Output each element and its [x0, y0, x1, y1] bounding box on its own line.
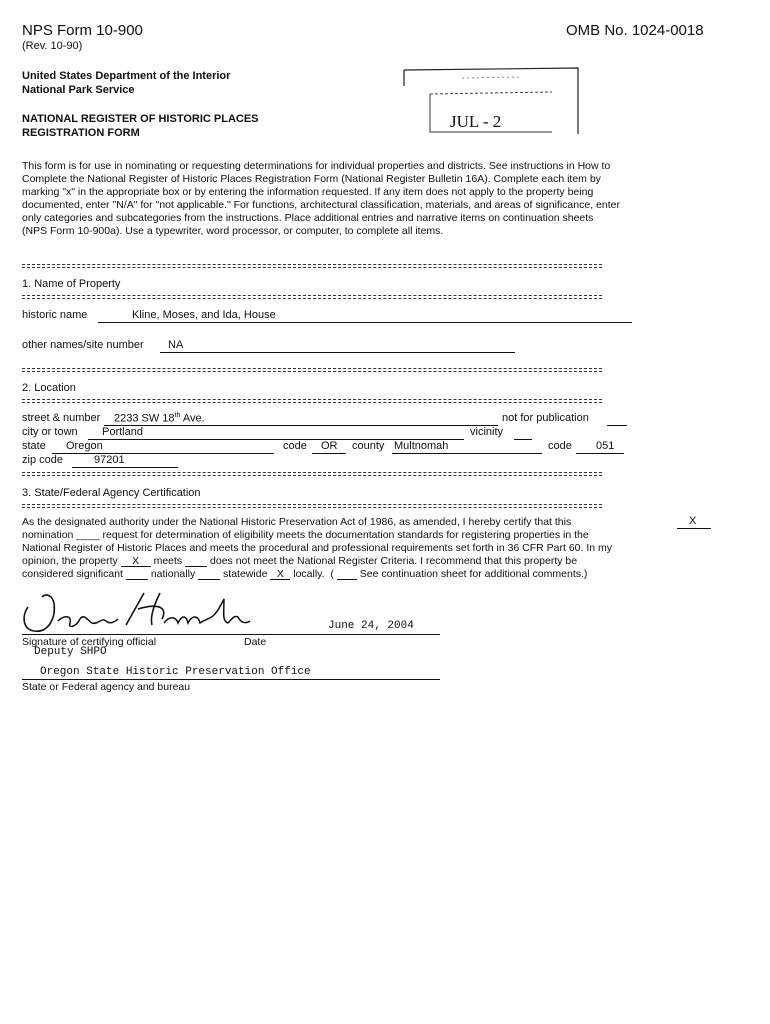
section-divider	[22, 368, 602, 372]
state-code-field[interactable]	[312, 440, 346, 454]
stamp-date: JUL - 2	[450, 112, 502, 131]
nationally-field[interactable]	[126, 568, 148, 580]
locally-mark: X	[276, 568, 284, 580]
instructions-line-4: documented, enter "N/A" for "not applicable." For functions, architectural classification, materials, and areas of significance, enter	[22, 199, 620, 211]
stamp-frame-graphic	[402, 64, 580, 152]
state-code-label: code	[283, 440, 307, 452]
meets-field[interactable]	[121, 555, 151, 567]
signature-line	[22, 634, 440, 635]
section-divider	[22, 399, 602, 403]
department-name: United States Department of the Interior	[22, 70, 231, 82]
county-value: Multnomah	[394, 440, 449, 452]
agency-line	[22, 679, 440, 680]
city-label: city or town	[22, 426, 78, 438]
county-code-field[interactable]	[576, 440, 624, 454]
continuation-sheet-field[interactable]	[337, 568, 357, 580]
section2-heading: 2. Location	[22, 382, 76, 394]
service-name: National Park Service	[22, 84, 135, 96]
county-label: county	[352, 440, 385, 452]
section1-heading: 1. Name of Property	[22, 278, 121, 290]
historic-name-label: historic name	[22, 309, 88, 321]
signer-title: Deputy SHPO	[34, 646, 107, 658]
certification-line-3: National Register of Historic Places and meets the procedural and professional requirements set forth in 36 CFR Part 60. In my	[22, 542, 613, 554]
signature-label: Signature of certifying official	[22, 636, 157, 648]
register-title: NATIONAL REGISTER OF HISTORIC PLACES	[22, 113, 259, 125]
form-number: NPS Form 10-900	[22, 22, 143, 39]
signature-date-value: June 24, 2004	[328, 620, 414, 632]
instructions-line-6: (NPS Form 10-900a). Use a typewriter, word processor, or computer, to complete all items.	[22, 225, 444, 237]
state-value: Oregon	[66, 440, 103, 452]
locally-field[interactable]	[270, 568, 290, 580]
section-divider	[22, 295, 602, 299]
state-label: state	[22, 440, 46, 452]
section3-heading: 3. State/Federal Agency Certification	[22, 487, 201, 499]
city-field[interactable]	[88, 426, 464, 440]
handwritten-signature	[18, 585, 278, 637]
historic-name-field[interactable]	[98, 309, 632, 323]
received-stamp	[402, 64, 580, 152]
statewide-field[interactable]	[198, 568, 220, 580]
instructions-line-5: only categories and subcategories from the instructions. Place additional entries and narrative items on continuation sheets	[22, 212, 594, 224]
other-names-value: NA	[168, 339, 184, 351]
section-divider	[22, 264, 602, 268]
instructions-line-1: This form is for use in nominating or requesting determinations for individual properties and districts. See instructions in How to	[22, 160, 611, 172]
county-code-value: 051	[596, 440, 615, 452]
meets-mark: X	[132, 555, 140, 567]
zip-label: zip code	[22, 454, 63, 466]
state-code-value: OR	[321, 440, 338, 452]
zip-value: 97201	[94, 454, 125, 466]
instructions-line-2: Complete the National Register of Historic Places Registration Form (National Register Bulletin 16A). Complete each item by	[22, 173, 601, 185]
date-label: Date	[244, 636, 267, 648]
not-for-publication-field[interactable]	[607, 412, 627, 426]
certify-nomination-mark: X	[689, 515, 697, 527]
section-divider	[22, 504, 602, 508]
omb-number: OMB No. 1024-0018	[566, 22, 704, 39]
county-field[interactable]	[392, 440, 542, 454]
section-divider	[22, 472, 602, 476]
historic-name-value: Kline, Moses, and Ida, House	[132, 309, 276, 321]
city-value: Portland	[102, 426, 143, 438]
does-not-meet-field[interactable]	[185, 555, 207, 567]
other-names-label: other names/site number	[22, 339, 144, 351]
street-field[interactable]	[104, 412, 498, 426]
significance-line: considered significant nationally statewide X locally. ( See continuation sheet for additional comments.)	[22, 568, 588, 580]
vicinity-field[interactable]	[514, 426, 532, 440]
vicinity-label: vicinity	[470, 426, 504, 438]
form-title: REGISTRATION FORM	[22, 127, 140, 139]
other-names-field[interactable]	[160, 339, 515, 353]
certify-nomination-field[interactable]	[677, 516, 711, 529]
county-code-label: code	[548, 440, 572, 452]
state-field[interactable]	[52, 440, 274, 454]
agency-value: Oregon State Historic Preservation Office	[40, 666, 311, 678]
opinion-line: opinion, the property X meets does not meet the National Register Criteria. I recommend that this property be	[22, 555, 578, 567]
not-for-publication-label: not for publication	[502, 412, 589, 424]
instructions-line-3: marking "x" in the appropriate box or by entering the information requested. If any item does not apply to the property being	[22, 186, 594, 198]
agency-label: State or Federal agency and bureau	[22, 681, 191, 693]
certification-line-2: nomination ____ request for determination of eligibility meets the documentation standards for registering properties in the	[22, 529, 589, 541]
zip-field[interactable]	[72, 454, 178, 468]
street-label: street & number	[22, 412, 101, 424]
street-value: 2233 SW 18th Ave.	[114, 412, 205, 425]
certification-line-1: As the designated authority under the National Historic Preservation Act of 1986, as amended, I hereby certify that this	[22, 516, 572, 528]
form-revision: (Rev. 10-90)	[22, 40, 83, 52]
